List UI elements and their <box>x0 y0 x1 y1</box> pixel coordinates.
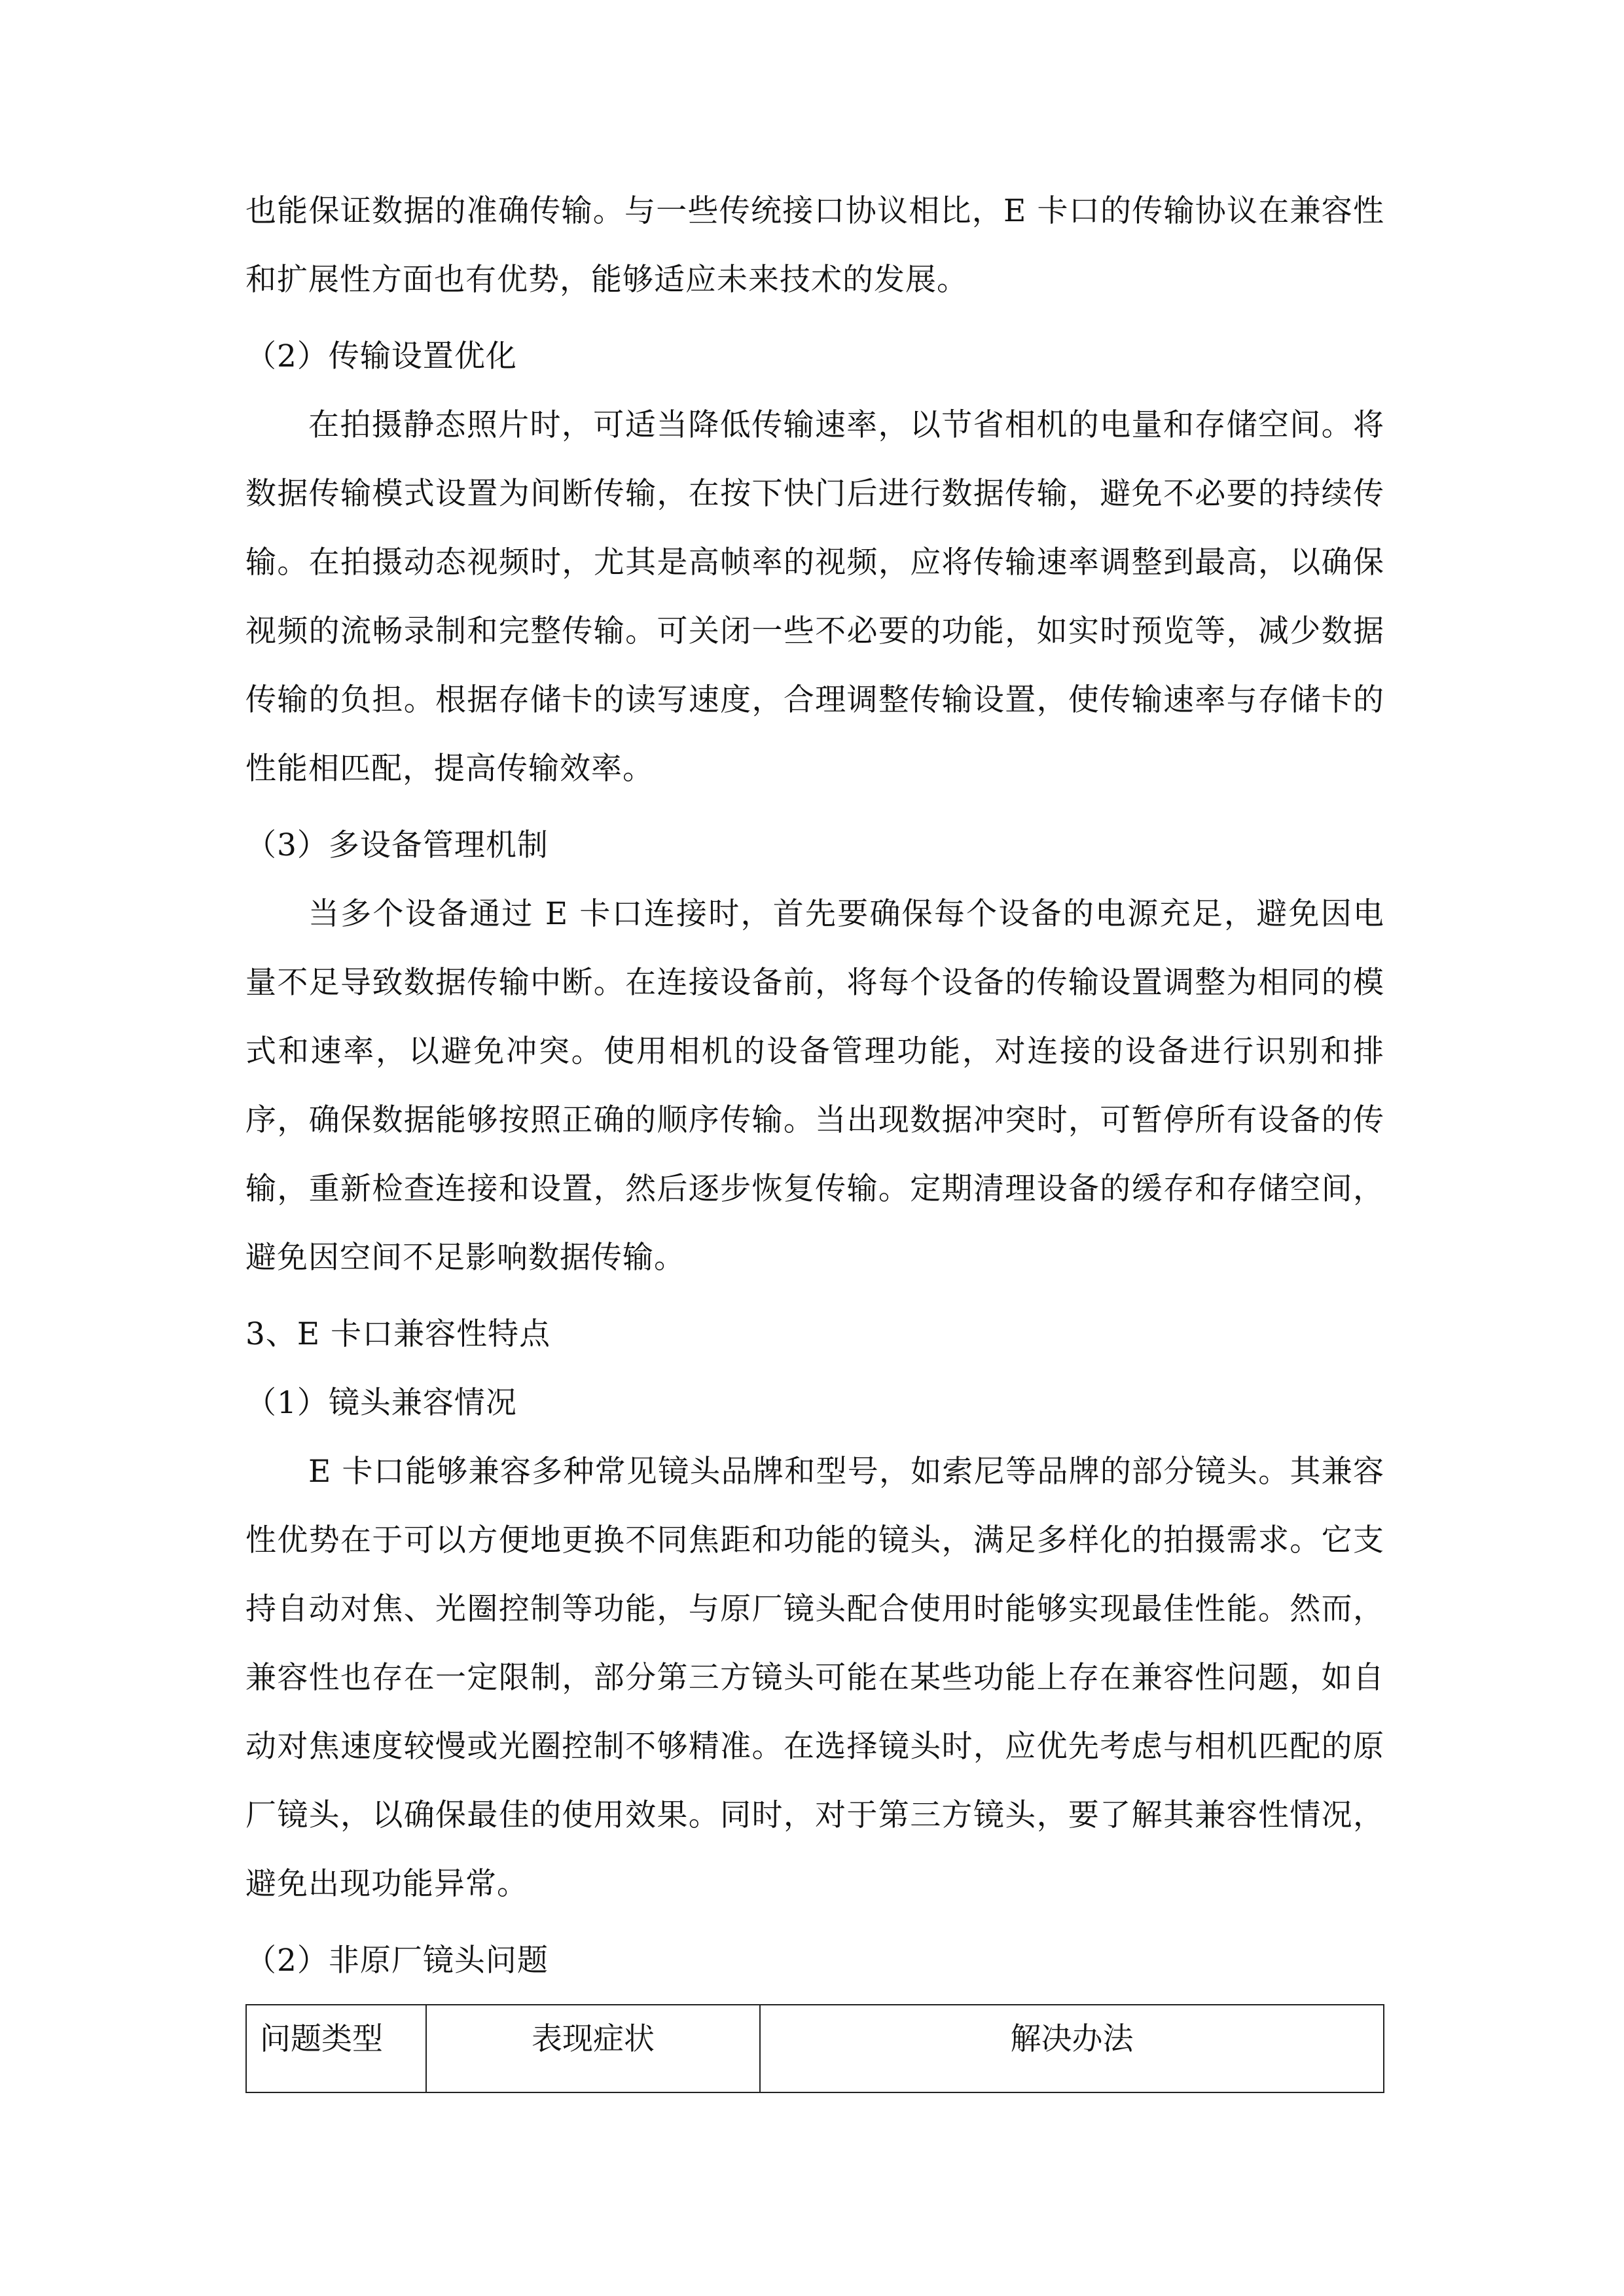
paragraph-transfer-settings: 在拍摄静态照片时，可适当降低传输速率，以节省相机的电量和存储空间。将数据传输模式设置为间断传输，在按下快门后进行数据传输，避免不必要的持续传输。在拍摄动态视频时，尤其是高帧率的视频，应将传输速率调整到最高，以确保视频的流畅录制和完整传输。可关闭一些不必要的功能，如实时预览等，减少数据传输的负担。根据存储卡的读写速度，合理调整传输设置，使传输速率与存储卡的性能相匹配，提高传输效率。 <box>245 407 1384 787</box>
header-solutions: 解决办法 <box>760 2005 1384 2092</box>
table-header-row <box>246 2005 1384 2092</box>
heading-transfer-settings: （2）传输设置优化 <box>245 338 517 374</box>
paragraph-lens-compatibility: E 卡口能够兼容多种常见镜头品牌和型号，如索尼等品牌的部分镜头。其兼容性优势在于可以方便地更换不同焦距和功能的镜头，满足多样化的拍摄需求。它支持自动对焦、光圈控制等功能，与原厂镜头配合使用时能够实现最佳性能。然而，兼容性也存在一定限制，部分第三方镜头可能在某些功能上存在兼容性问题，如自动对焦速度较慢或光圈控制不够精准。在选择镜头时，应优先考虑与相机匹配的原厂镜头，以确保最佳的使用效果。同时，对于第三方镜头，要了解其兼容性情况，避免出现功能异常。 <box>245 1454 1384 1902</box>
heading-multi-device: （3）多设备管理机制 <box>245 827 549 863</box>
heading-third-party-lens: （2）非原厂镜头问题 <box>245 1943 549 1979</box>
paragraph-transfer-protocol: 也能保证数据的准确传输。与一些传统接口协议相比，E 卡口的传输协议在兼容性和扩展性方面也有优势，能够适应未来技术的发展。 <box>245 193 1384 298</box>
document-body <box>245 177 1384 2093</box>
heading-lens-compatibility: （1）镜头兼容情况 <box>245 1385 517 1421</box>
paragraph-multi-device: 当多个设备通过 E 卡口连接时，首先要确保每个设备的电源充足，避免因电量不足导致数据传输中断。在连接设备前，将每个设备的传输设置调整为相同的模式和速率，以避免冲突。使用相机的设备管理功能，对连接的设备进行识别和排序，确保数据能够按照正确的顺序传输。当出现数据冲突时，可暂停所有设备的传输，重新检查连接和设置，然后逐步恢复传输。定期清理设备的缓存和存储空间，避免因空间不足影响数据传输。 <box>245 896 1384 1276</box>
heading-section-compatibility: 3、E 卡口兼容性特点 <box>245 1316 551 1352</box>
header-symptoms: 表现症状 <box>426 2005 760 2092</box>
header-issue-type: 问题类型 <box>246 2005 426 2092</box>
issues-table <box>245 2004 1384 2093</box>
